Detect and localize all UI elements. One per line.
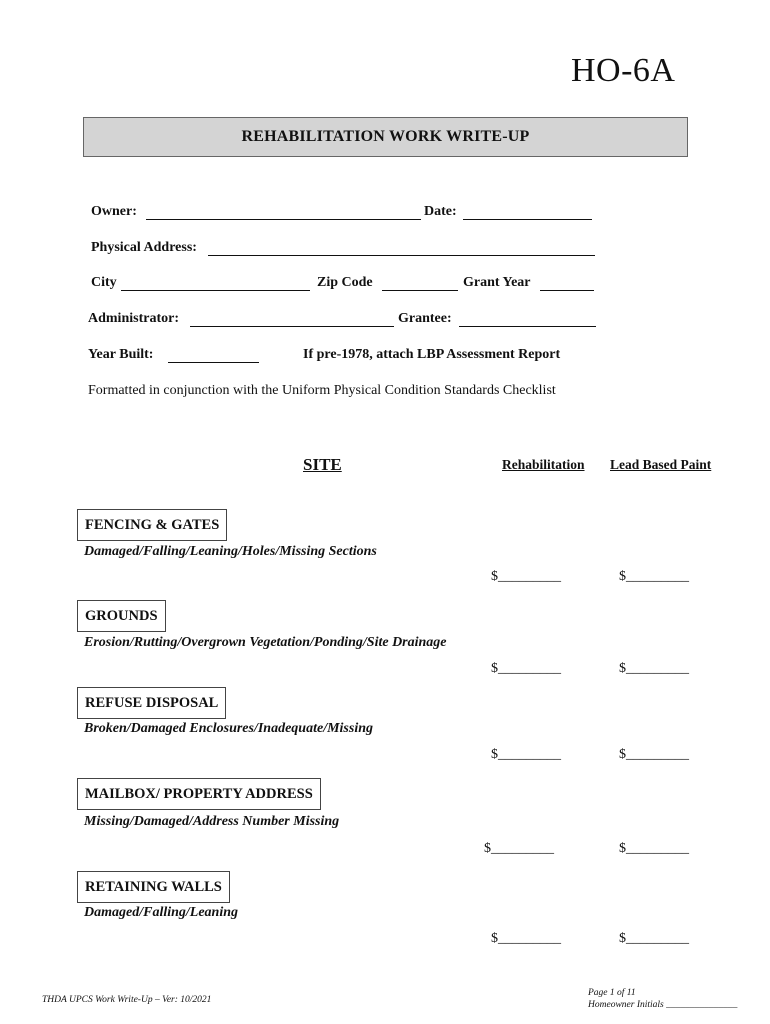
- lbp-cost-field[interactable]: $_________: [619, 661, 689, 676]
- rehab-cost-field[interactable]: $_________: [484, 841, 554, 856]
- title-banner: [83, 117, 688, 157]
- rehab-column-header: Rehabilitation: [502, 457, 585, 472]
- section-description: Damaged/Falling/Leaning: [84, 905, 239, 920]
- lbp-cost-field[interactable]: $_________: [619, 747, 689, 762]
- year-built-label: Year Built:: [88, 347, 154, 362]
- section-title: MAILBOX/ PROPERTY ADDRESS: [85, 785, 313, 802]
- grant-year-field[interactable]: [540, 290, 594, 291]
- standards-note: Formatted in conjunction with the Uniform Physical Condition Standards Checklist: [88, 383, 556, 398]
- section-retaining-walls: [77, 871, 230, 903]
- section-description: Erosion/Rutting/Overgrown Vegetation/Ponding/Site Drainage: [84, 635, 447, 650]
- zip-label: Zip Code: [317, 275, 373, 290]
- footer-version: THDA UPCS Work Write-Up – Ver: 10/2021: [42, 995, 212, 1005]
- grant-year-label: Grant Year: [463, 275, 531, 290]
- section-description: Missing/Damaged/Address Number Missing: [84, 814, 340, 829]
- homeowner-initials: Homeowner Initials _______________: [588, 1000, 738, 1010]
- administrator-field[interactable]: [190, 326, 394, 327]
- section-title: FENCING & GATES: [85, 516, 220, 533]
- administrator-label: Administrator:: [88, 311, 179, 326]
- section-refuse-disposal: [77, 687, 226, 719]
- rehab-cost-field[interactable]: $_________: [491, 661, 561, 676]
- form-code: HO-6A: [571, 52, 676, 89]
- lbp-cost-field[interactable]: $_________: [619, 569, 689, 584]
- page-title: REHABILITATION WORK WRITE-UP: [241, 128, 530, 145]
- lbp-note: If pre-1978, attach LBP Assessment Report: [303, 347, 561, 362]
- rehab-cost-field[interactable]: $_________: [491, 931, 561, 946]
- section-title: RETAINING WALLS: [85, 878, 222, 895]
- section-title: REFUSE DISPOSAL: [85, 694, 219, 711]
- city-field[interactable]: [121, 290, 310, 291]
- section-mailbox-property-address: [77, 778, 321, 810]
- footer-page-info: [588, 987, 737, 1011]
- owner-label: Owner:: [91, 204, 137, 219]
- grantee-field[interactable]: [459, 326, 596, 327]
- section-fencing-gates: [77, 509, 227, 541]
- section-description: Broken/Damaged Enclosures/Inadequate/Missing: [84, 721, 373, 736]
- page-number: Page 1 of 11: [588, 988, 636, 998]
- lbp-cost-field[interactable]: $_________: [619, 931, 689, 946]
- lbp-cost-field[interactable]: $_________: [619, 841, 689, 856]
- date-label: Date:: [424, 204, 457, 219]
- section-grounds: [77, 600, 166, 632]
- physical-address-field[interactable]: [208, 255, 595, 256]
- rehab-cost-field[interactable]: $_________: [491, 569, 561, 584]
- section-description: Damaged/Falling/Leaning/Holes/Missing Sections: [84, 544, 377, 559]
- section-title: GROUNDS: [85, 607, 158, 624]
- date-field[interactable]: [463, 219, 592, 220]
- year-built-field[interactable]: [168, 362, 259, 363]
- physical-address-label: Physical Address:: [91, 240, 197, 255]
- owner-field[interactable]: [146, 219, 421, 220]
- zip-field[interactable]: [382, 290, 458, 291]
- lbp-column-header: Lead Based Paint: [610, 457, 712, 472]
- rehab-cost-field[interactable]: $_________: [491, 747, 561, 762]
- site-heading: SITE: [303, 455, 342, 474]
- city-label: City: [91, 275, 117, 290]
- grantee-label: Grantee:: [398, 311, 452, 326]
